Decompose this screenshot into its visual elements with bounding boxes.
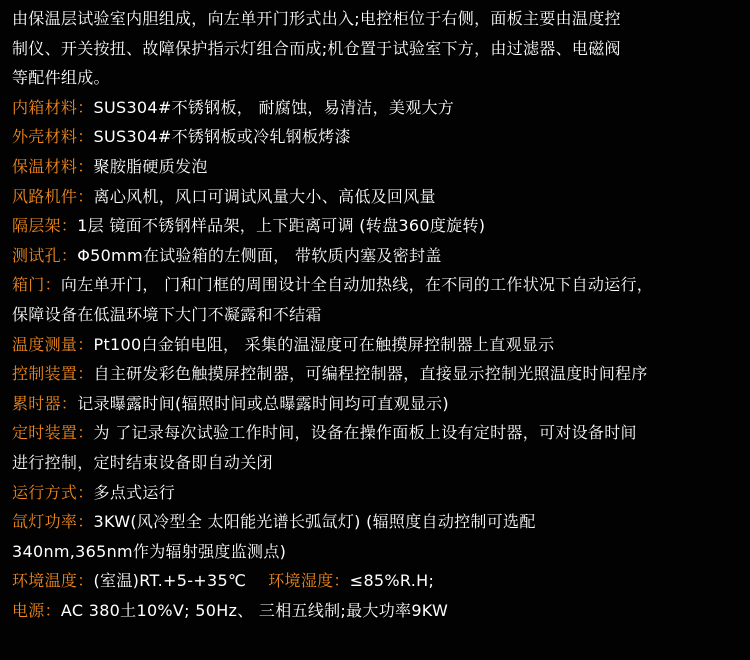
spec-row-temp-measure — [12, 330, 740, 360]
spec-label: 隔层架： — [12, 216, 78, 236]
spec-label: 累时器： — [12, 393, 78, 413]
spec-value: 聚胺脂硬质发泡 — [93, 156, 208, 176]
spec-row-environment — [12, 566, 740, 596]
spec-row-xenon-power-cont — [12, 537, 740, 567]
spec-value: 多点式运行 — [93, 482, 176, 502]
spec-row-outer-shell — [12, 122, 740, 152]
spec-label: 箱门： — [12, 275, 61, 295]
spec-label: 控制装置： — [12, 364, 94, 384]
spec-label: 氙灯功率： — [12, 512, 94, 532]
spec-value: SUS304#不锈钢板， 耐腐蚀，易清洁，美观大方 — [93, 97, 455, 117]
spec-value: (室温)RT.+5-+35℃ — [93, 571, 247, 591]
spec-value: Φ50mm在试验箱的左侧面， 带软质内塞及密封盖 — [77, 245, 442, 265]
spec-row-xenon-power — [12, 507, 740, 537]
spec-row-test-hole — [12, 241, 740, 271]
spec-value: ≤85%R.H; — [349, 571, 435, 591]
spec-label: 环境湿度： — [268, 571, 350, 591]
spec-value: AC 380土10%V; 50Hz、 三相五线制;最大功率9KW — [60, 600, 449, 620]
spec-label: 运行方式： — [12, 482, 94, 502]
spec-value-continued: 保障设备在低温环境下大门不凝露和不结霜 — [12, 304, 322, 324]
spec-row-air-duct — [12, 182, 740, 212]
spec-label: 环境温度： — [12, 571, 94, 591]
intro-line-3 — [12, 63, 740, 93]
intro-line-2 — [12, 34, 740, 64]
spec-value: 为 了记录每次试验工作时间，设备在操作面板上设有定时器，可对设备时间 — [93, 423, 637, 443]
intro-text: 制仪、开关按扭、故障保护指示灯组合而成;机仓置于试验室下方，由过滤器、电磁阀 — [12, 38, 621, 58]
intro-line-1 — [12, 4, 740, 34]
spec-value: 离心风机，风口可调试风量大小、高低及回风量 — [93, 186, 436, 206]
spec-value: 自主研发彩色触摸屏控制器，可编程控制器，直接显示控制光照温度时间程序 — [93, 364, 648, 384]
spec-row-control — [12, 359, 740, 389]
spec-value-continued: 进行控制，定时结束设备即自动关闭 — [12, 452, 273, 472]
spec-label: 电源： — [12, 600, 61, 620]
spec-label: 保温材料： — [12, 156, 94, 176]
spec-row-door — [12, 270, 740, 300]
intro-text: 由保温层试验室内胆组成，向左单开门形式出入;电控柜位于右侧，面板主要由温度控 — [12, 9, 621, 28]
spec-value: 1层 镜面不锈钢样品架，上下距离可调 (转盘360度旋转) — [77, 216, 486, 236]
spec-label: 测试孔： — [12, 245, 78, 265]
spec-row-timer-cont — [12, 448, 740, 478]
spec-label: 风路机件： — [12, 186, 94, 206]
spec-label: 定时装置： — [12, 423, 94, 443]
spec-row-shelf — [12, 211, 740, 241]
spec-label: 温度测量： — [12, 334, 94, 354]
spec-label: 内箱材料： — [12, 97, 94, 117]
spec-value: Pt100白金铂电阻， 采集的温湿度可在触摸屏控制器上直观显示 — [93, 334, 555, 354]
spec-row-inner-box — [12, 93, 740, 123]
spec-value-continued: 340nm,365nm作为辐射强度监测点) — [12, 541, 287, 561]
spec-label: 外壳材料： — [12, 127, 94, 147]
spec-value: SUS304#不锈钢板或冷轧钢板烤漆 — [93, 127, 351, 147]
spec-row-operation — [12, 478, 740, 508]
intro-text: 等配件组成。 — [12, 68, 110, 88]
spec-row-accumulator — [12, 389, 740, 419]
spec-value: 向左单开门， 门和门框的周围设计全自动加热线，在不同的工作状况下自动运行， — [60, 275, 654, 295]
spec-row-power — [12, 596, 740, 626]
spec-row-insulation — [12, 152, 740, 182]
spec-value: 记录曝露时间(辐照时间或总曝露时间均可直观显示) — [77, 393, 449, 413]
spec-row-timer — [12, 418, 740, 448]
spec-row-door-cont — [12, 300, 740, 330]
spec-value: 3KW(风冷型全 太阳能光谱长弧氙灯) (辐照度自动控制可选配 — [93, 512, 536, 532]
